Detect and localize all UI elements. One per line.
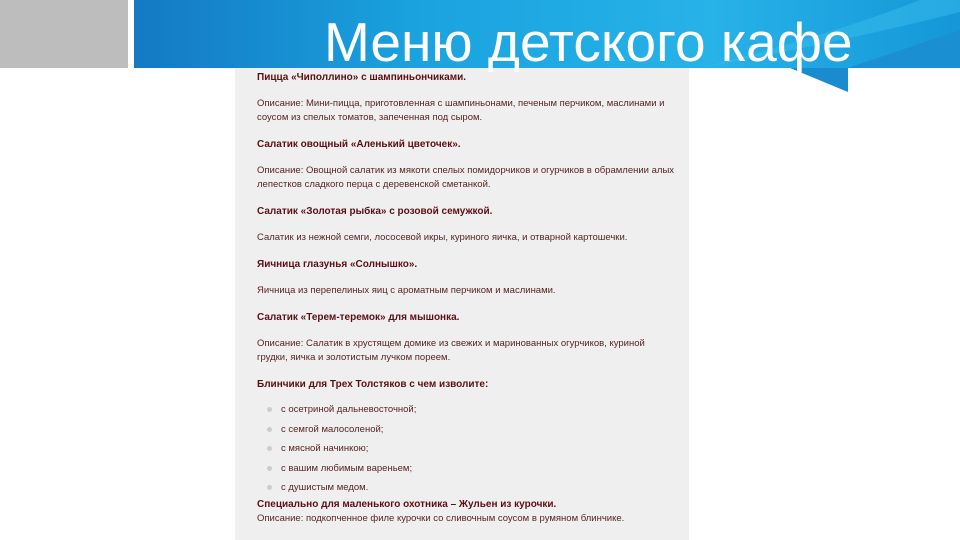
menu-document (235, 68, 689, 540)
bullet-icon (267, 446, 272, 451)
filling-options-list (257, 400, 677, 498)
dish-description: Яичница из перепелиных яиц с ароматным перчиком и маслинами. (257, 285, 556, 296)
list-item-label: с душистым медом. (281, 482, 369, 493)
dish-title: Блинчики для Трех Толстяков с чем изволите: (257, 379, 489, 390)
bullet-icon (267, 407, 272, 412)
dish-description: Описание: Салатик в хрустящем домике из свежих и маринованных огурчиков, куриной грудки, яичка и золотистым лучком пореем. (257, 338, 645, 363)
dish-title: Салатик «Терем-теремок» для мышонка. (257, 312, 460, 323)
dish-title: Пицца «Чиполлино» с шампиньончиками. (257, 72, 467, 83)
list-item (281, 400, 677, 420)
list-item (281, 478, 677, 498)
list-item-label: с семгой малосоленой; (281, 423, 384, 435)
dish-description: Описание: подкопченное филе курочки со сливочным соусом в румяном блинчике. (257, 512, 625, 524)
dish-description: Описание: Мини-пицца, приготовленная с шампиньонами, печеным перчиком, маслинами и соусом из спелых томатов, запеченная под сыром. (257, 98, 665, 123)
slide-title: Меню детского кафе (324, 11, 853, 73)
bullet-icon (267, 427, 272, 432)
bullet-icon (267, 485, 272, 490)
list-item-label: с мясной начинкою; (281, 443, 369, 454)
bullet-icon (267, 466, 272, 471)
dish-title: Салатик «Золотая рыбка» с розовой семужкой. (257, 206, 493, 217)
dish-description: Салатик из нежной семги, лососевой икры, куриного яичка, и отварной картошечки. (257, 232, 628, 243)
list-item-label: с осетриной дальневосточной; (281, 404, 417, 415)
dish-title: Салатик овощный «Аленький цветочек». (257, 139, 461, 150)
dish-description: Описание: Овощной салатик из мякоти спелых помидорчиков и огурчиков в обрамлении алых лепестков сладкого перца с деревенской сметанкой. (257, 165, 675, 190)
list-item (281, 439, 677, 459)
list-item (281, 420, 677, 440)
dish-title: Яичница глазунья «Солнышко». (257, 259, 418, 270)
list-item (281, 459, 677, 479)
dish-title: Специально для маленького охотника – Жульен из курочки. (257, 498, 557, 510)
list-item-label: с вашим любимым вареньем; (281, 462, 413, 474)
